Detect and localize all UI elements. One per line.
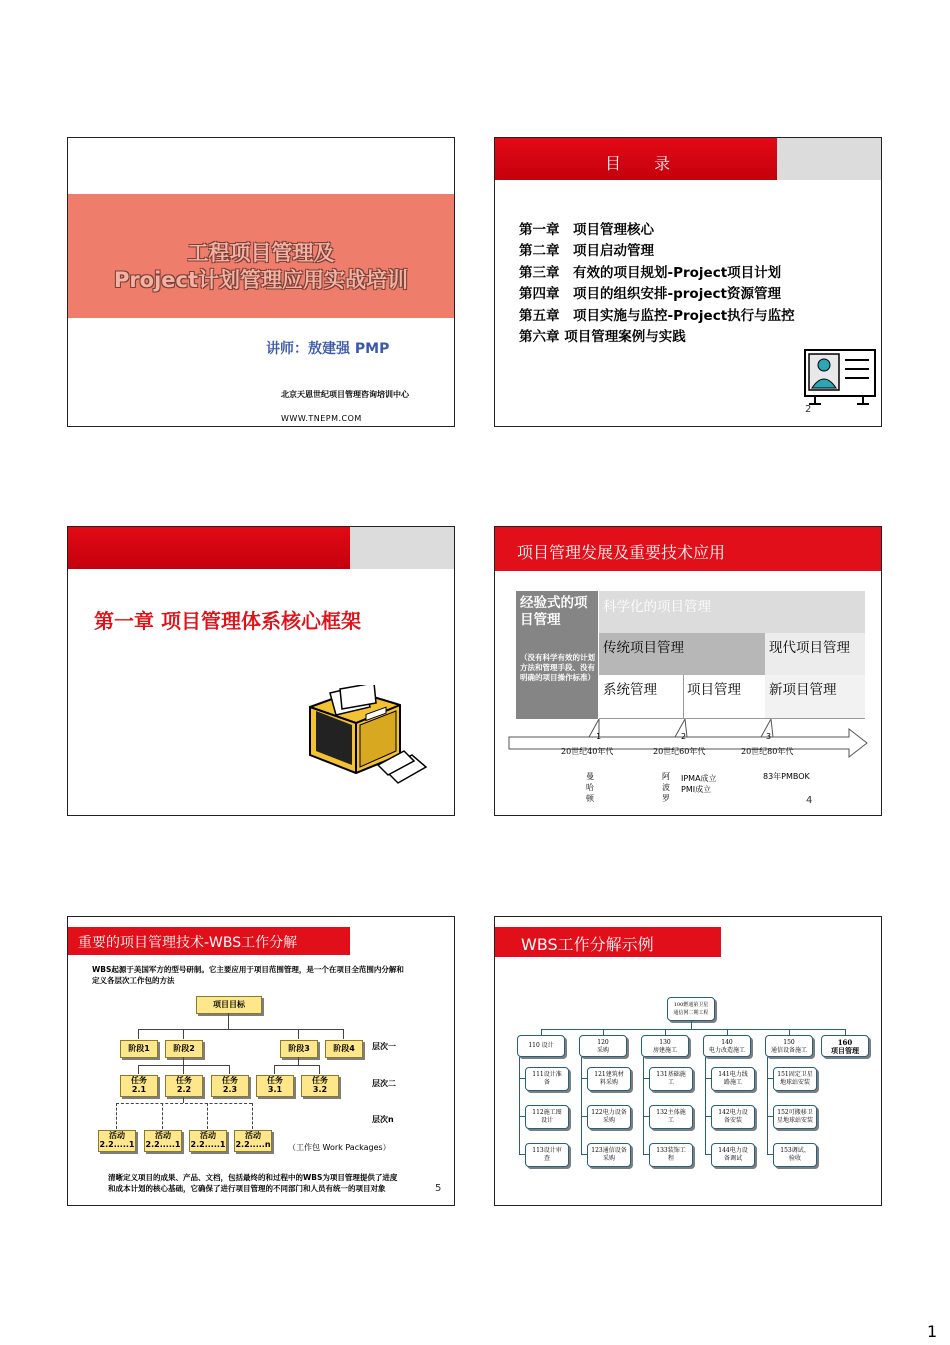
connector (274, 1065, 275, 1074)
level-label: 层次n (372, 1115, 394, 1124)
era-label: 20世纪60年代 (653, 747, 706, 756)
wbs-intro: WBS起源于美国军方的型号研制。它主要应用于项目范围管理，是一个在项目全范围内分解和定义各层次工作包的方法 (92, 965, 404, 985)
wbs-l2-box (711, 1143, 755, 1167)
l1-line: 通信设备施工 (770, 1047, 807, 1054)
activity-label: 活动 (245, 1131, 261, 1140)
wbs-l1-box (517, 1035, 565, 1057)
activity-label: 活动 (200, 1131, 216, 1140)
manhattan-label (586, 771, 594, 804)
task-label: 任务 (312, 1076, 328, 1085)
l1-line: 160 (837, 1038, 853, 1047)
header-bar (495, 527, 881, 571)
wbs-l2-box (525, 1105, 569, 1129)
l2-line: 采购 (602, 1117, 615, 1124)
l1-line: 房建施工 (652, 1047, 677, 1054)
char: 顿 (586, 794, 594, 803)
header-bar (68, 927, 350, 955)
dashed-connector (116, 1103, 117, 1129)
wbs-root: 项目目标 (196, 996, 262, 1014)
task-box (211, 1075, 249, 1097)
l2-line: 查 (543, 1155, 550, 1162)
toc-item: 第五章 项目实施与监控-Project执行与监控 (519, 308, 795, 324)
wbs-l2-box (773, 1067, 817, 1091)
l2-line: 路施工 (723, 1079, 742, 1086)
slide-title: 重要的项目管理技术-WBS工作分解 (78, 935, 298, 951)
phase-box: 阶段2 (165, 1040, 203, 1058)
task-label: 任务 (176, 1076, 192, 1085)
activity-box (144, 1130, 182, 1152)
task-label: 任务 (222, 1076, 238, 1085)
root-line: 通信网二期工程 (673, 1010, 709, 1016)
connector (519, 1057, 520, 1154)
l2-line: 142电力设 (718, 1109, 748, 1116)
task-box (165, 1075, 203, 1097)
course-title-line1: 工程项目管理及 (187, 241, 335, 265)
connector (343, 1029, 344, 1039)
task-box (301, 1075, 339, 1097)
activity-box (98, 1130, 136, 1152)
connector (138, 1029, 344, 1030)
l2-line: 133装饰工 (656, 1147, 686, 1154)
marker-3: 3 (766, 732, 772, 741)
l2-line: 备调试 (723, 1155, 742, 1162)
root-line: 100燃通第卫星 (673, 1002, 709, 1008)
l1-line: 采购 (596, 1047, 609, 1054)
new-cell (765, 675, 865, 719)
connector (183, 1065, 184, 1074)
scientific-label: 科学化的项目管理 (603, 599, 711, 615)
connector (298, 1029, 299, 1039)
slide-toc (494, 137, 882, 427)
wbs-l2-box (649, 1105, 693, 1129)
l2-line: 123通信设备 (591, 1147, 627, 1154)
project-cell (683, 675, 765, 719)
toc-item: 第三章 有效的项目规划-Project项目计划 (519, 265, 782, 281)
slide-wbs-example (494, 916, 882, 1206)
l2-line: 料采购 (599, 1079, 618, 1086)
page-number: 5 (435, 1183, 442, 1194)
modern-cell (765, 633, 865, 675)
connector (138, 1029, 139, 1039)
pmbok-label: 83年PMBOK (763, 772, 810, 781)
wbs-l2-box (711, 1067, 755, 1091)
l1-line: 120 (597, 1039, 609, 1046)
slide-chapter (67, 526, 455, 816)
l2-line: 131基础施 (656, 1071, 686, 1078)
ipma-label: IPMA成立 (681, 774, 717, 783)
wbs-l2-box (649, 1143, 693, 1167)
toc-item: 第二章 项目启动管理 (519, 243, 654, 259)
wbs-l1-box (641, 1035, 689, 1057)
l2-line: 141电力线 (718, 1071, 748, 1078)
activity-label: 活动 (109, 1131, 125, 1140)
l1-line: 140 (721, 1039, 733, 1046)
wbs-l1-box (703, 1035, 751, 1057)
connector (138, 1065, 139, 1074)
course-title-line2: Project计划管理应用实战培训 (113, 268, 409, 292)
task-id: 3.1 (267, 1085, 283, 1094)
l2-line: 144电力设 (718, 1147, 748, 1154)
scientific-cell (599, 591, 865, 633)
l2-line: 122电力设备 (591, 1109, 627, 1116)
connector (183, 1029, 184, 1039)
slide-title: WBS工作分解示例 (521, 935, 654, 954)
l2-line: 153调试、 (780, 1147, 810, 1154)
page-number: 2 (805, 404, 812, 415)
task-id: 2.1 (131, 1085, 147, 1094)
activity-id: 2.2.....1 (190, 1140, 226, 1149)
connector (767, 1057, 768, 1154)
wbs-l2-box (587, 1143, 631, 1167)
l2-line: 111设计准 (532, 1071, 562, 1078)
header-bar (495, 927, 721, 957)
apollo-label (662, 771, 670, 804)
task-id: 2.3 (222, 1085, 238, 1094)
task-label: 任务 (131, 1076, 147, 1085)
timeline-arrow (507, 717, 871, 767)
modern-label: 现代项目管理 (769, 640, 850, 656)
dashed-connector (207, 1103, 208, 1129)
page-number: 1 (927, 1322, 938, 1341)
organization: 北京天恩世纪项目管理咨询培训中心 (281, 390, 409, 399)
header-gray (777, 138, 881, 180)
header-bar (68, 527, 350, 569)
activity-label: 活动 (155, 1131, 171, 1140)
connector (298, 1057, 299, 1065)
l2-line: 132主体施 (656, 1109, 686, 1116)
l2-line: 151固定卫星 (777, 1071, 813, 1078)
header-gray (350, 527, 454, 569)
wbs-root (667, 997, 715, 1021)
wbs-l1-box (821, 1035, 869, 1057)
new-label: 新项目管理 (769, 682, 837, 698)
systems-label: 系统管理 (603, 682, 657, 698)
activity-box (189, 1130, 227, 1152)
chapter-title: 第一章 项目管理体系核心框架 (94, 609, 361, 633)
website: WWW.TNEPM.COM (281, 414, 362, 423)
activity-id: 2.2.....1 (145, 1140, 181, 1149)
char: 罗 (662, 794, 670, 803)
task-id: 3.2 (312, 1085, 328, 1094)
wbs-l2-box (711, 1105, 755, 1129)
project-label: 项目管理 (687, 682, 741, 698)
char: 阿 (662, 772, 670, 781)
connector (691, 1021, 692, 1029)
wbs-footer: 清晰定义项目的成果、产品、文档，包括最终的和过程中的WBS为项目管理提供了进度和成本计划的核心基础，它确保了进行项目管理的不同部门和人员有统一的项目对象 (108, 1173, 398, 1193)
wbs-l2-box (649, 1067, 693, 1091)
activity-id: 2.2.....n (235, 1140, 271, 1149)
wbs-l1-box (579, 1035, 627, 1057)
traditional-label: 传统项目管理 (603, 640, 684, 656)
connector (183, 1057, 184, 1065)
task-id: 2.2 (176, 1085, 192, 1094)
empirical-label: 经验式的项目管理 (520, 595, 588, 628)
dashed-connector (116, 1103, 252, 1104)
activity-id: 2.2.....1 (99, 1140, 135, 1149)
l1-line: 110 设计 (528, 1042, 554, 1049)
wbs-l2-box (773, 1143, 817, 1167)
traditional-cell (599, 633, 765, 675)
empirical-cell (516, 591, 598, 719)
l2-line: 星地球站安装 (776, 1117, 813, 1124)
toc-item: 第一章 项目管理核心 (519, 222, 654, 238)
level-label: 层次一 (372, 1042, 396, 1051)
char: 波 (662, 783, 670, 792)
phase-box: 阶段4 (325, 1040, 363, 1058)
dashed-connector (252, 1103, 253, 1129)
l1-line: 150 (783, 1039, 795, 1046)
l2-line: 备安装 (723, 1117, 742, 1124)
activity-box (234, 1130, 272, 1152)
wbs-l2-box (773, 1105, 817, 1129)
l1-line: 电力改造施工 (708, 1047, 745, 1054)
l2-line: 地球站安装 (779, 1079, 810, 1086)
task-box (120, 1075, 158, 1097)
connector (705, 1057, 706, 1154)
marker-2: 2 (681, 732, 687, 741)
wbs-l1-box (765, 1035, 813, 1057)
page-number: 4 (806, 795, 813, 806)
phase-box: 阶段3 (280, 1040, 318, 1058)
era-label: 20世纪40年代 (561, 747, 614, 756)
connector (319, 1065, 320, 1074)
systems-cell (599, 675, 683, 719)
connector (581, 1057, 582, 1154)
file-cabinet-icon (304, 685, 428, 789)
l2-line: 程 (667, 1155, 674, 1162)
connector (138, 1065, 230, 1066)
l2-line: 备 (543, 1079, 550, 1086)
connector (541, 1029, 845, 1030)
era-label: 20世纪80年代 (741, 747, 794, 756)
char: 曼 (586, 772, 594, 781)
wbs-l2-box (587, 1105, 631, 1129)
l1-line: 130 (659, 1039, 671, 1046)
l2-line: 验收 (788, 1155, 801, 1162)
l1-line: 项目管理 (831, 1046, 859, 1055)
l2-line: 工 (667, 1079, 674, 1086)
toc-title: 目 录 (605, 154, 685, 173)
lecturer: 讲师：敖建强 PMP (266, 341, 390, 357)
l2-line: 112施工图 (532, 1109, 562, 1116)
slide-title (67, 137, 455, 427)
l2-line: 采购 (602, 1155, 615, 1162)
connector (228, 1013, 229, 1029)
slide-pm-history (494, 526, 882, 816)
l2-line: 设计 (540, 1117, 553, 1124)
level-label: 层次二 (372, 1079, 396, 1088)
slide-wbs (67, 916, 455, 1206)
l2-line: 152可搬移卫 (777, 1109, 813, 1116)
char: 哈 (586, 783, 594, 792)
toc-item: 第六章 项目管理案例与实践 (519, 329, 686, 345)
l2-line: 113设计审 (532, 1147, 562, 1154)
slide-title: 项目管理发展及重要技术应用 (517, 543, 726, 562)
l2-line: 工 (667, 1117, 674, 1124)
marker-1: 1 (596, 732, 602, 741)
work-packages-label: （工作包 Work Packages） (288, 1143, 391, 1152)
connector (229, 1065, 230, 1074)
connector (643, 1057, 644, 1154)
pmi-label: PMI成立 (681, 785, 712, 794)
l2-line: 121建筑材 (594, 1071, 624, 1078)
dashed-connector (162, 1103, 163, 1129)
wbs-l2-box (587, 1067, 631, 1091)
task-box (256, 1075, 294, 1097)
wbs-l2-box (525, 1143, 569, 1167)
phase-box: 阶段1 (120, 1040, 158, 1058)
connector (274, 1065, 320, 1066)
id-card-icon (801, 346, 879, 412)
task-label: 任务 (267, 1076, 283, 1085)
toc-item: 第四章 项目的组织安排-project资源管理 (519, 286, 781, 302)
wbs-l2-box (525, 1067, 569, 1091)
empirical-note: （没有科学有效的计划方法和管理手段、没有明确的项目操作标准） (520, 653, 595, 682)
